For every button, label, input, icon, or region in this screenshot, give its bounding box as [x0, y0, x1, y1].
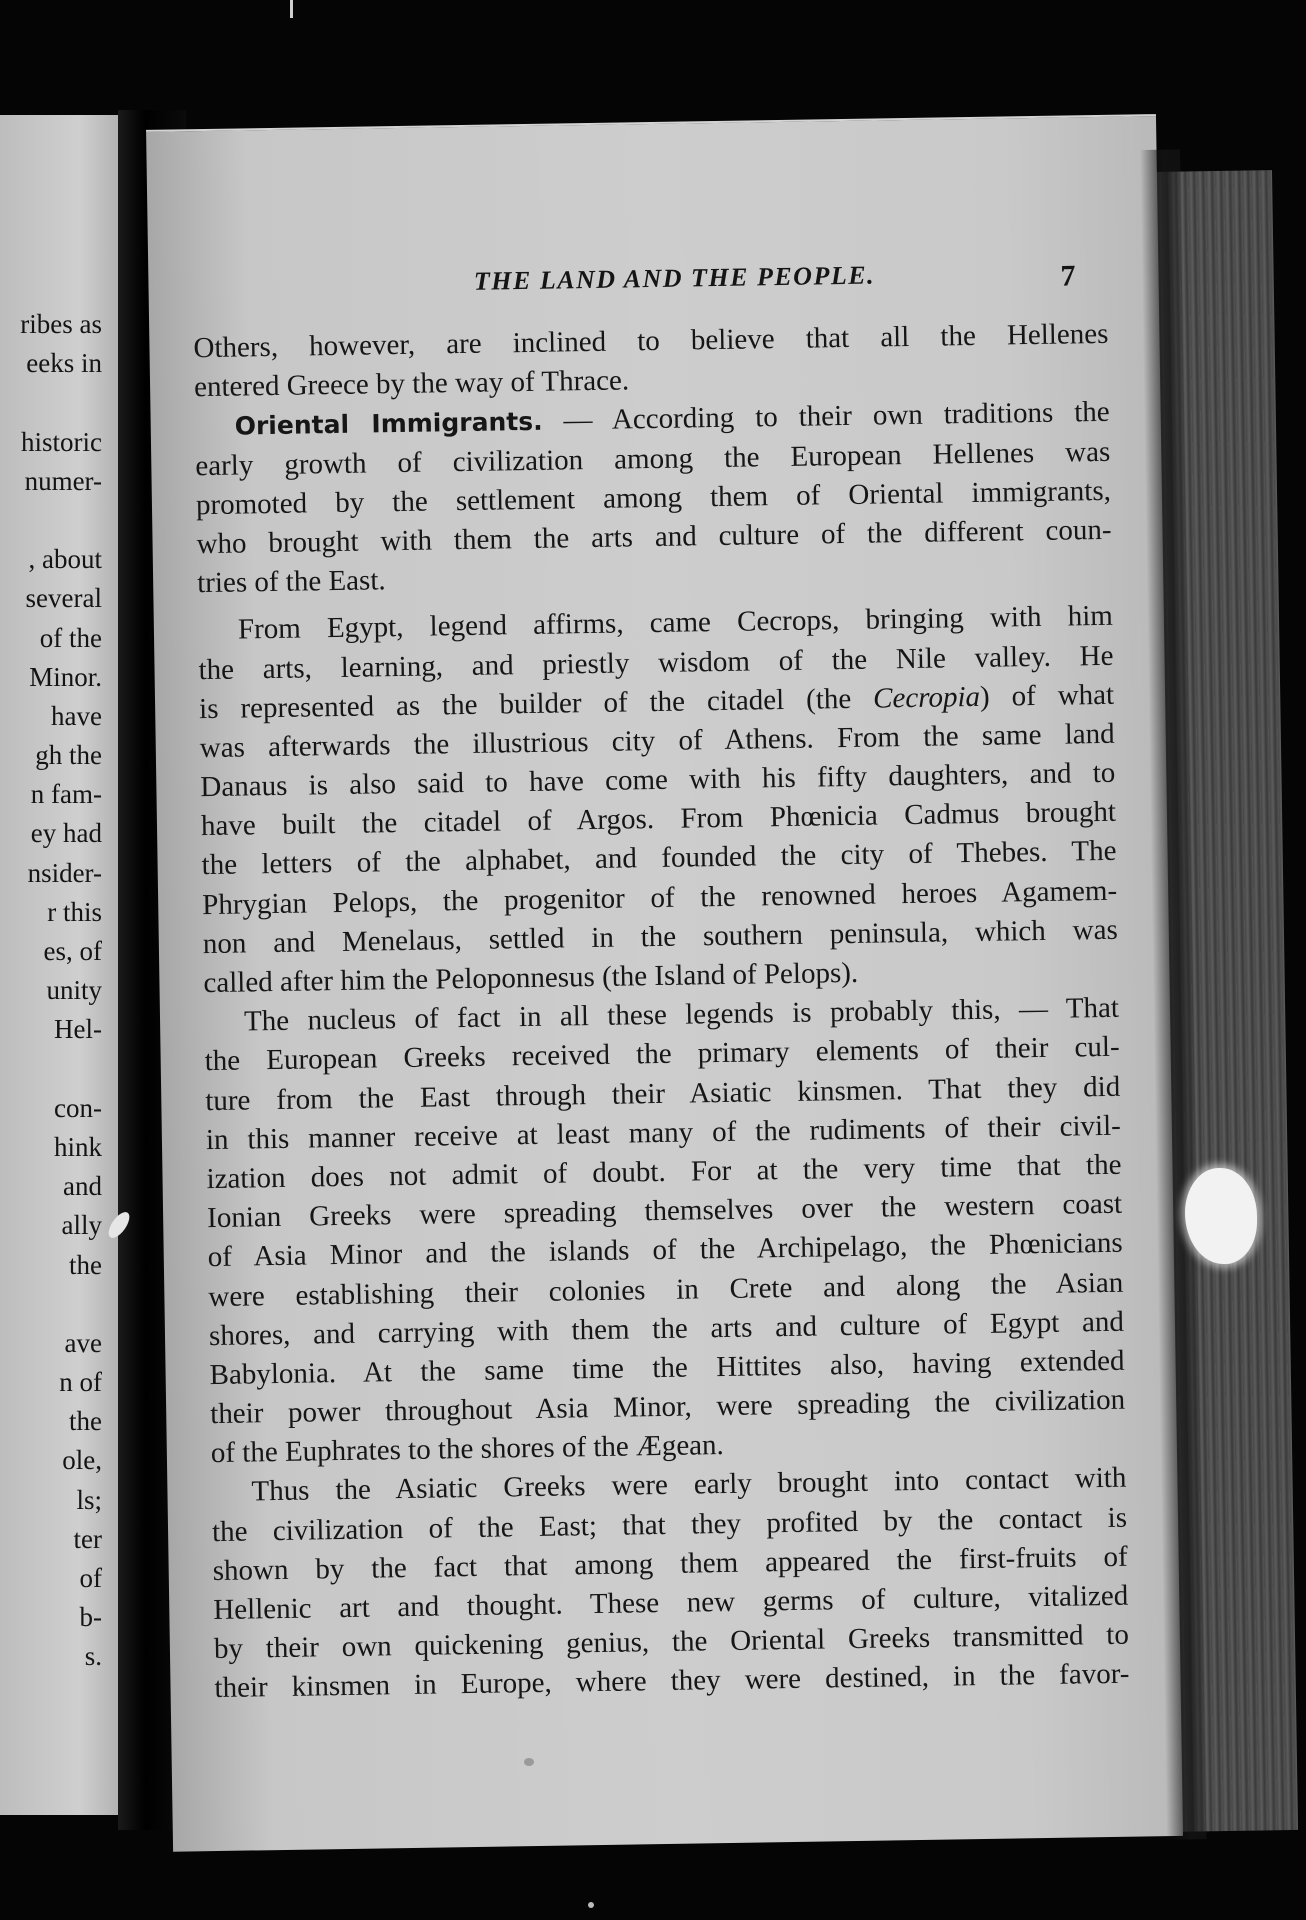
- text-run: ) of what: [979, 678, 1115, 713]
- page-number: 7: [1060, 259, 1076, 293]
- text-line: by their own quickening genius, the Oriental Greeks transmitted to: [213, 1618, 1130, 1666]
- previous-page-line-fragment: ole,: [62, 1445, 102, 1476]
- previous-page-line-fragment: have: [51, 700, 102, 731]
- text-line: ture from the East through their Asiatic kinsmen. That they did: [205, 1070, 1121, 1117]
- text-line: shown by the fact that among them appeared the first-fruits of: [212, 1540, 1128, 1587]
- previous-page-line-fragment: unity: [46, 975, 102, 1006]
- previous-page-line-fragment: ls;: [76, 1484, 102, 1515]
- text-line: Danaus is also said to have come with his fifty daughters, and to: [200, 756, 1116, 804]
- text-line: ization does not admit of doubt. For at the very time that the: [206, 1148, 1122, 1196]
- previous-page: [0, 115, 132, 1815]
- previous-page-line-fragment: ey had: [30, 818, 102, 849]
- previous-page-line-fragment: the: [69, 1249, 102, 1280]
- text-line: who brought with them the arts and culture of the different coun-: [196, 513, 1112, 561]
- text-line: the civilization of the East; that they profited by the contact is: [211, 1501, 1128, 1548]
- previous-page-line-fragment: ally: [61, 1210, 102, 1241]
- text-line: The nucleus of fact in all these legends is probably this, — That: [243, 991, 1120, 1038]
- previous-page-line-fragment: ter: [73, 1523, 102, 1554]
- previous-page-line-fragment: of the: [39, 622, 102, 653]
- previous-page-line-fragment: es, of: [43, 936, 102, 966]
- previous-page-line-fragment: and: [63, 1171, 102, 1202]
- previous-page-line-fragment: of: [79, 1563, 102, 1593]
- text-run: — According to their own traditions the: [542, 396, 1110, 438]
- text-line: non and Menelaus, settled in the southern peninsula, which was: [202, 913, 1118, 960]
- dust-speck: [588, 1902, 594, 1908]
- text-line: have built the citadel of Argos. From Phœnicia Cadmus brought: [200, 796, 1117, 843]
- previous-page-line-fragment: [20, 383, 102, 422]
- paper-stain: [1185, 1168, 1257, 1264]
- previous-page-line-fragment: historic: [21, 426, 102, 457]
- text-line: promoted by the settlement among them of Oriental immigrants,: [195, 474, 1112, 521]
- text-line: tries of the East.: [196, 564, 386, 600]
- text-line: of the Euphrates to the shores of the Ægean.: [210, 1429, 725, 1470]
- italic-term: Cecropia: [872, 680, 981, 715]
- section-sidehead: Oriental Immigrants.: [234, 407, 543, 441]
- running-head: THE LAND AND THE PEOPLE.: [473, 260, 876, 296]
- text-line: early growth of civilization among the European Hellenes was: [195, 435, 1111, 482]
- book-page: [146, 114, 1183, 1852]
- previous-page-line-fragment: several: [25, 583, 102, 614]
- text-line: Babylonia. At the same time the Hittites also, having extended: [209, 1344, 1125, 1391]
- text-line: the European Greeks received the primary elements of their cul-: [204, 1031, 1120, 1078]
- previous-page-line-fragment: hink: [53, 1131, 102, 1162]
- text-line: Ionian Greeks were spreading themselves over the western coast: [206, 1187, 1123, 1235]
- film-mark: [290, 0, 293, 18]
- text-line: shores, and carrying with them the arts and culture of Egypt and: [208, 1305, 1125, 1352]
- text-line: the arts, learning, and priestly wisdom of the Nile valley. He: [198, 639, 1114, 686]
- text-line: From Egypt, legend affirms, came Cecrops, bringing with him: [237, 600, 1114, 646]
- previous-page-line-fragment: , about: [28, 544, 102, 575]
- previous-page-line-fragment: b-: [79, 1602, 102, 1633]
- previous-page-line-fragment: con-: [54, 1092, 102, 1123]
- previous-page-line-fragment: r this: [47, 896, 102, 927]
- text-line: were establishing their colonies in Crete and along the Asian: [208, 1266, 1124, 1313]
- text-run: is represented as the builder of the citadel (the: [198, 682, 874, 725]
- previous-page-line-fragment: the: [69, 1406, 102, 1437]
- previous-page-line-fragment: n of: [59, 1367, 102, 1398]
- previous-page-line-fragment: nsider-: [27, 857, 102, 888]
- previous-page-line-fragment: [20, 1050, 102, 1089]
- dust-speck: [524, 1758, 534, 1766]
- text-line: called after him the Peloponnesus (the Island of Pelops).: [203, 956, 859, 1000]
- previous-page-line-fragment: numer-: [24, 465, 102, 496]
- text-line: Hellenic art and thought. These new germs of culture, vitalized: [213, 1579, 1129, 1627]
- previous-page-line-fragment: ave: [64, 1327, 102, 1358]
- previous-page-line-fragment: s.: [84, 1641, 102, 1672]
- previous-page-line-fragment: [20, 1285, 102, 1324]
- page-body: [193, 315, 1130, 1709]
- previous-page-text: [20, 305, 102, 1677]
- text-line: Others, however, are inclined to believe that all the Hellenes: [193, 317, 1109, 365]
- previous-page-line-fragment: gh the: [35, 740, 102, 771]
- text-line: was afterwards the illustrious city of Athens. From the same land: [199, 717, 1115, 765]
- text-line: Phrygian Pelops, the progenitor of the renowned heroes Agamem-: [201, 874, 1118, 921]
- text-line: in this manner receive at least many of the rudiments of their civil-: [205, 1109, 1122, 1156]
- text-line: their power throughout Asia Minor, were spreading the civilization: [209, 1383, 1126, 1431]
- previous-page-line-fragment: ribes as: [20, 309, 102, 339]
- previous-page-line-fragment: [20, 501, 102, 540]
- text-line: entered Greece by the way of Thrace.: [193, 364, 630, 404]
- previous-page-line-fragment: eeks in: [26, 348, 102, 379]
- previous-page-line-fragment: n fam-: [30, 779, 102, 810]
- text-line: their kinsmen in Europe, where they were destined, in the favor-: [214, 1658, 1130, 1705]
- text-line: of Asia Minor and the islands of the Archipelago, the Phœnicians: [207, 1227, 1123, 1274]
- previous-page-line-fragment: Hel-: [54, 1014, 102, 1045]
- text-line: the letters of the alphabet, and founded the city of Thebes. The: [201, 835, 1117, 882]
- previous-page-line-fragment: Minor.: [29, 661, 102, 692]
- text-line: Thus the Asiatic Greeks were early brought into contact with: [251, 1462, 1127, 1508]
